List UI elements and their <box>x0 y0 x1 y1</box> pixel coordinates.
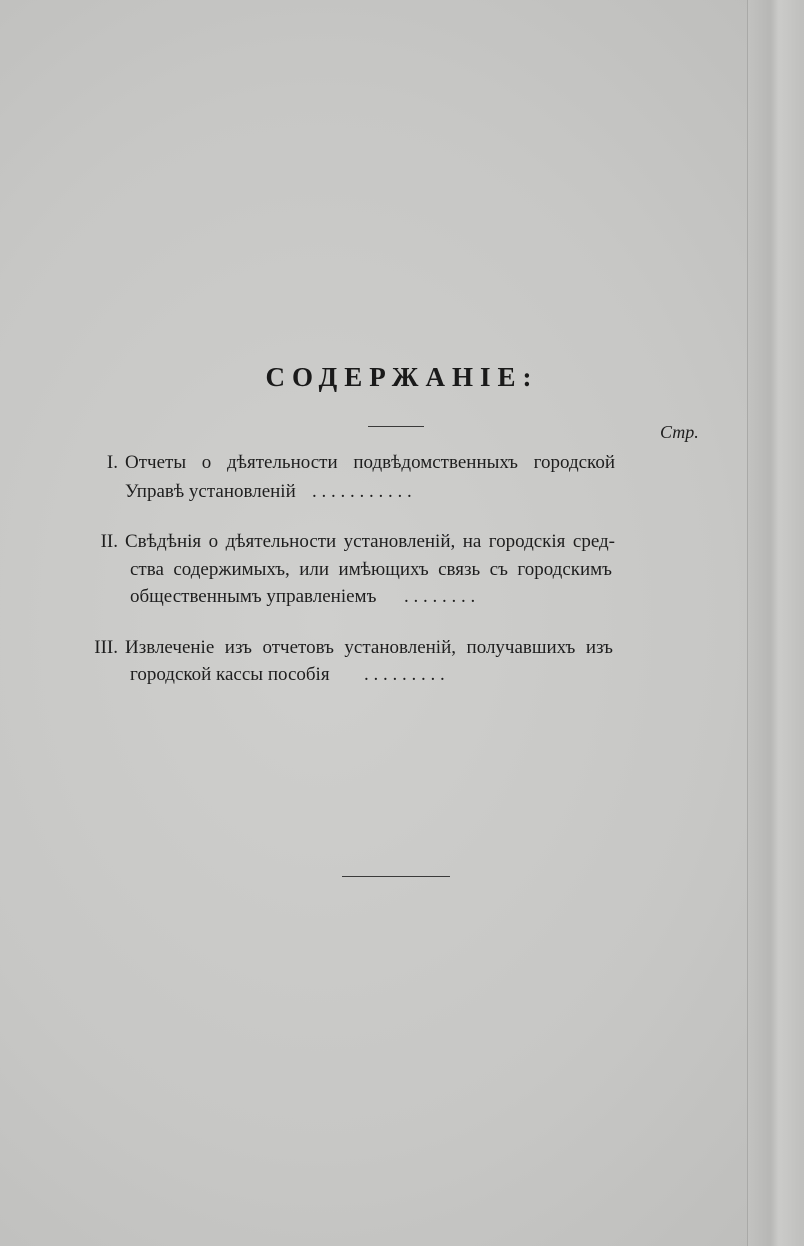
page-column-label: Стр. <box>660 422 699 442</box>
toc-entry-3-leader: . . . . . . . . . <box>364 664 445 685</box>
toc-entry-2-numeral: II. <box>100 531 118 552</box>
toc-entry-2-text-3: общественнымъ управленіемъ <box>130 586 377 607</box>
title-divider <box>368 426 424 427</box>
toc-entry-3-numeral: III. <box>94 637 118 658</box>
toc-entry-1-text-2: Управѣ установленій <box>125 481 296 502</box>
toc-entry-1-text-1: Отчеты о дѣятельности подвѣдомственныхъ городской <box>125 452 615 473</box>
page-binding-edge <box>747 0 804 1246</box>
toc-entry-1-numeral: I. <box>106 452 118 473</box>
toc-entry-1-leader: . . . . . . . . . . . <box>312 481 412 502</box>
toc-entry-3-text-1: Извлеченіе изъ отчетовъ установленій, получавшихъ изъ <box>125 637 613 658</box>
closing-divider <box>342 876 450 877</box>
toc-entry-3-text-2: городской кассы пособія <box>130 664 330 685</box>
toc-entry-2-text-1: Свѣдѣнія о дѣятельности установленій, на городскія сред- <box>125 531 615 552</box>
page-title: СОДЕРЖАНІЕ: <box>265 362 539 392</box>
toc-entry-2-leader: . . . . . . . . <box>404 586 476 607</box>
toc-entry-2-text-2: ства содержимыхъ, или имѣющихъ связь съ городскимъ <box>130 559 612 580</box>
